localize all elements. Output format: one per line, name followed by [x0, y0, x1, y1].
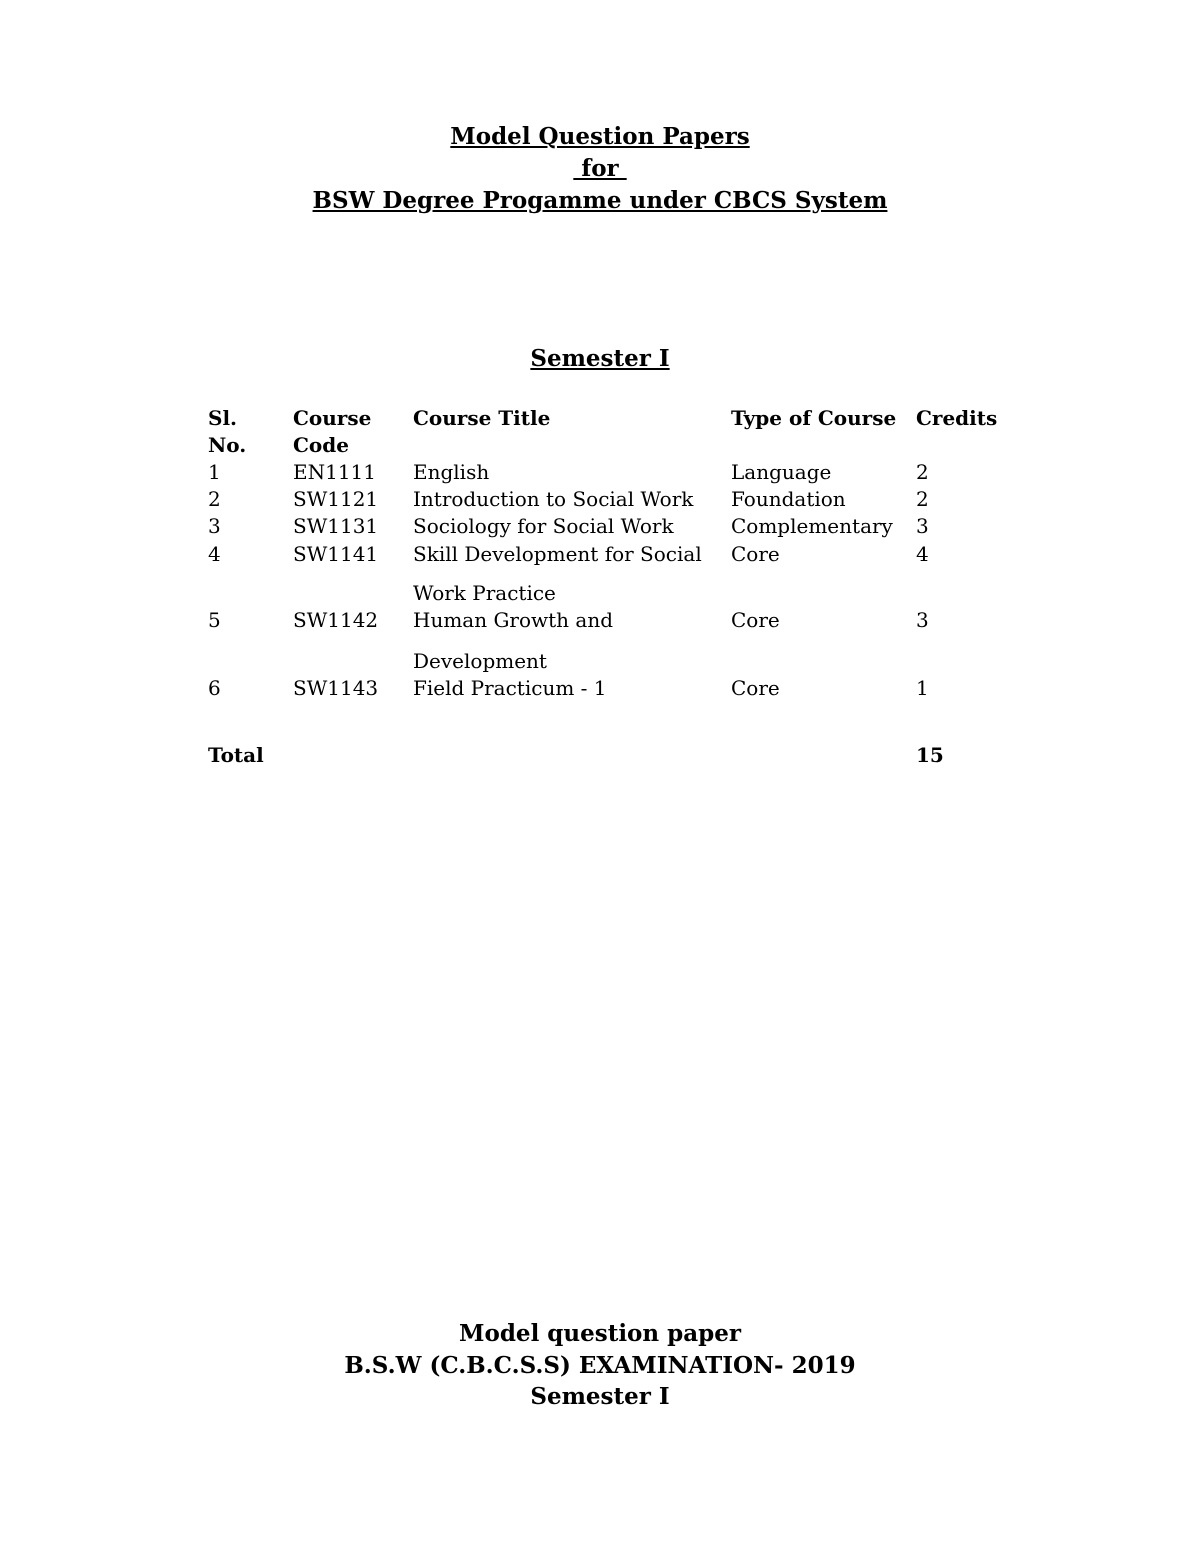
row-3-type: Complementary [731, 514, 893, 538]
row-4-type: Core [731, 542, 780, 566]
row-3-sl: 3 [208, 514, 221, 538]
total-label: Total [208, 743, 264, 767]
row-1-code: EN1111 [293, 460, 376, 484]
row-6-title: Field Practicum - 1 [413, 676, 607, 700]
header-sl-line2: No. [208, 433, 247, 457]
document-title-for: for [573, 155, 627, 182]
row-3-credits: 3 [916, 514, 929, 538]
footer-examination: B.S.W (C.B.C.S.S) EXAMINATION- 2019 [344, 1352, 856, 1379]
row-5-credits: 3 [916, 608, 929, 632]
row-5-code: SW1142 [293, 608, 379, 632]
row-5-type: Core [731, 608, 780, 632]
header-course-title: Course Title [413, 406, 551, 430]
programme-title: BSW Degree Progamme under CBCS System [312, 187, 888, 214]
row-2-credits: 2 [916, 487, 929, 511]
row-4-sl: 4 [208, 542, 221, 566]
row-4-title-line1: Skill Development for Social [413, 542, 702, 566]
row-5-title-line1: Human Growth and [413, 608, 614, 632]
row-1-credits: 2 [916, 460, 929, 484]
row-6-code: SW1143 [293, 676, 379, 700]
row-5-sl: 5 [208, 608, 221, 632]
row-2-title: Introduction to Social Work [413, 487, 694, 511]
row-5-title-line2: Development [413, 649, 547, 673]
row-3-title: Sociology for Social Work [413, 514, 674, 538]
header-sl-line1: Sl. [208, 406, 238, 430]
row-4-credits: 4 [916, 542, 929, 566]
header-code-line2: Code [293, 433, 349, 457]
header-type-of-course: Type of Course [731, 406, 897, 430]
document-title: Model Question Papers [450, 123, 750, 150]
row-2-code: SW1121 [293, 487, 379, 511]
row-1-title: English [413, 460, 490, 484]
header-credits: Credits [916, 406, 998, 430]
header-code-line1: Course [293, 406, 372, 430]
row-2-sl: 2 [208, 487, 221, 511]
row-1-type: Language [731, 460, 832, 484]
row-2-type: Foundation [731, 487, 846, 511]
total-credits: 15 [916, 743, 944, 767]
row-4-code: SW1141 [293, 542, 379, 566]
row-6-credits: 1 [916, 676, 929, 700]
footer-model-question-paper: Model question paper [459, 1320, 741, 1347]
row-3-code: SW1131 [293, 514, 379, 538]
footer-semester: Semester I [530, 1383, 670, 1410]
row-6-type: Core [731, 676, 780, 700]
row-4-title-line2: Work Practice [413, 581, 556, 605]
semester-heading: Semester I [530, 345, 670, 372]
row-6-sl: 6 [208, 676, 221, 700]
row-1-sl: 1 [208, 460, 221, 484]
